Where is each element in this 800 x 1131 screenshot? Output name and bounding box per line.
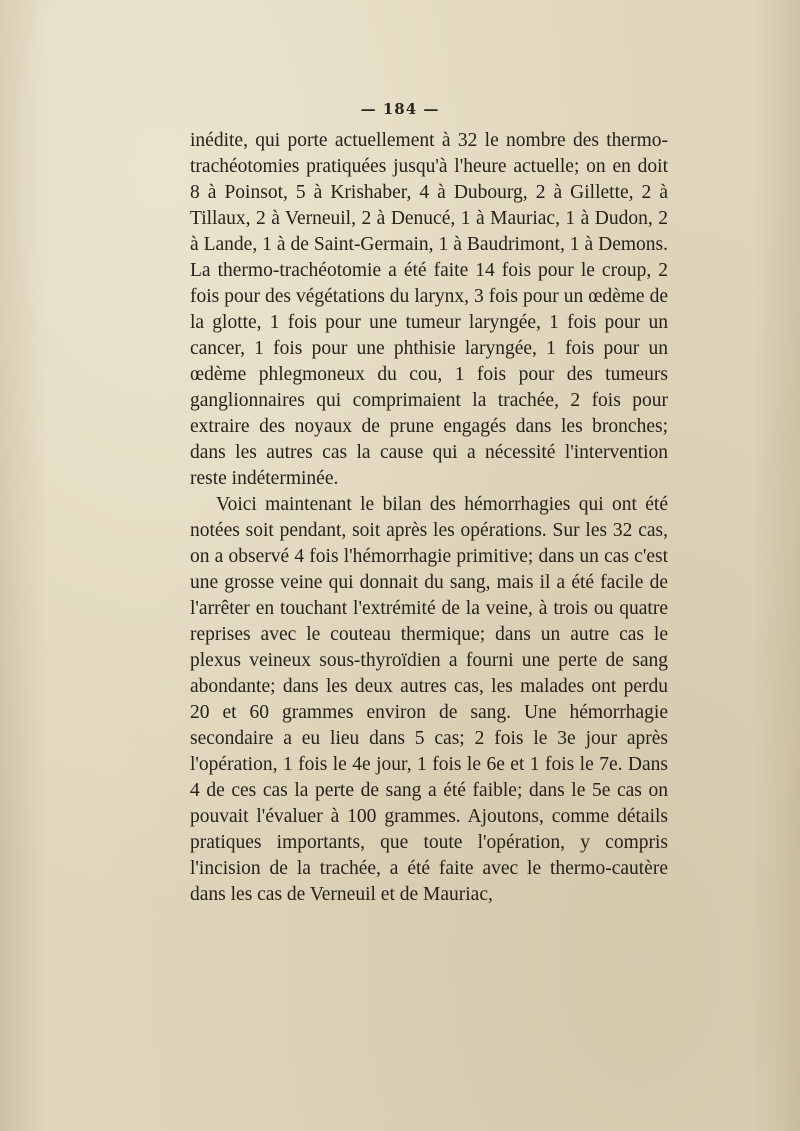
paragraph-2: Voici maintenant le bilan des hémorrhagies qui ont été notées soit pendant, soit après les opérations. Sur les 32 cas, on a observé 4 fois l'hémorrhagie primitive; dans un cas c'est une grosse veine qui donnait du sang, mais il a été facile de l'arrêter en touchant l'extrémité de la veine, à trois ou quatre reprises avec le couteau thermique; dans un autre cas le plexus veineux sous-thyroïdien a fourni une perte de sang abondante; dans les deux autres cas, les malades ont perdu 20 et 60 grammes environ de sang. Une hémorrhagie secondaire a eu lieu dans 5 cas; 2 fois le 3e jour après l'opération, 1 fois le 4e jour, 1 fois le 6e et 1 fois le 7e. Dans 4 de ces cas la perte de sang a été faible; dans le 5e cas on pouvait l'évaluer à 100 grammes. Ajoutons, comme détails pratiques importants, que toute l'opération, y compris l'incision de la trachée, a été faite avec le thermo-cautère dans les cas de Verneuil et de Mauriac,: [190, 494, 668, 905]
page-number: — 184 —: [360, 100, 440, 118]
body-text: [190, 128, 668, 908]
paragraph-1: inédite, qui porte actuellement à 32 le nombre des thermo-trachéotomies pratiquées jusqu'à l'heure actuelle; on en doit 8 à Poinsot, 5 à Krishaber, 4 à Dubourg, 2 à Gillette, 2 à Tillaux, 2 à Verneuil, 2 à Denucé, 1 à Mauriac, 1 à Dudon, 2 à Lande, 1 à de Saint-Germain, 1 à Baudrimont, 1 à Demons. La thermo-trachéotomie a été faite 14 fois pour le croup, 2 fois pour des végétations du larynx, 3 fois pour un œdème de la glotte, 1 fois pour une tumeur laryngée, 1 fois pour un cancer, 1 fois pour une phthisie laryngée, 1 fois pour un œdème phlegmoneux du cou, 1 fois pour des tumeurs ganglionnaires qui comprimaient la trachée, 2 fois pour extraire des noyaux de prune engagés dans les bronches; dans les autres cas la cause qui a nécessité l'intervention reste indéterminée.: [190, 130, 668, 489]
